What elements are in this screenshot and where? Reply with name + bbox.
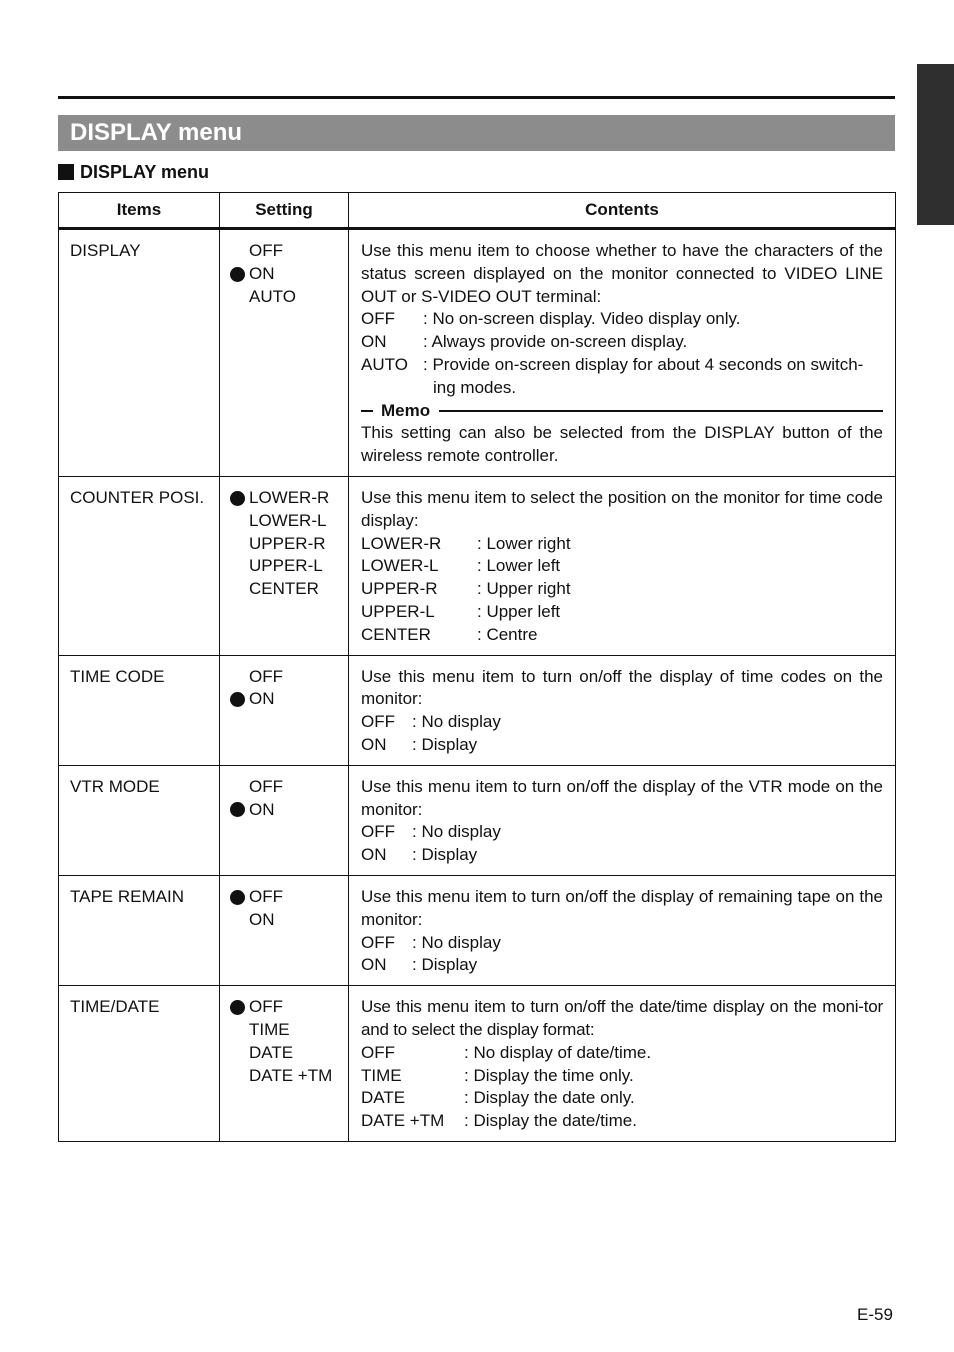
setting-option-label: TIME (249, 1019, 290, 1039)
memo-rule (439, 410, 883, 412)
definition-value-text: : No display (412, 822, 501, 842)
default-setting-bullet-icon (230, 692, 249, 707)
contents-cell (349, 655, 896, 765)
setting-option (230, 286, 344, 309)
definition-key: AUTO (361, 354, 408, 374)
definition-key: LOWER-L (361, 556, 439, 576)
contents-description: Use this menu item to turn on/off the display of remaining tape on the monitor: (361, 886, 883, 929)
table-header-row (59, 193, 896, 229)
section-title: DISPLAY menu (80, 162, 210, 182)
setting-option-label: OFF (249, 997, 283, 1017)
setting-option (230, 909, 344, 932)
setting-option-label: OFF (249, 241, 283, 260)
definition-line (361, 954, 883, 977)
menu-item-name: DISPLAY (59, 229, 220, 477)
setting-option-label: LOWER-R (249, 487, 330, 507)
definition-value (477, 624, 883, 647)
definition-value (477, 533, 883, 556)
table-row (59, 875, 896, 985)
definition-line (361, 821, 883, 844)
definition-line (361, 1065, 883, 1088)
definition-value (412, 844, 883, 867)
setting-option-label: OFF (249, 666, 283, 686)
definition-value-text: : No display (412, 932, 501, 952)
definition-key: UPPER-R (361, 579, 438, 599)
memo-dash-icon (361, 410, 373, 412)
top-rule (58, 96, 895, 99)
menu-item-name: TIME CODE (59, 655, 220, 765)
definition-value (477, 578, 883, 601)
setting-options (220, 765, 349, 875)
setting-option (230, 1065, 344, 1088)
definition-value (477, 601, 883, 624)
default-setting-bullet-icon (230, 267, 249, 282)
definition-value-text: : Lower left (477, 556, 561, 576)
definition-line (361, 331, 883, 354)
definition-key: ON (361, 734, 387, 754)
definition-line (361, 624, 883, 647)
definition-value-text: : Provide on-screen display for about 4 seconds on switch- (423, 354, 864, 374)
definition-value (464, 1087, 883, 1110)
definition-line (361, 601, 883, 624)
definition-key: UPPER-L (361, 601, 435, 621)
contents-description: Use this menu item to turn on/off the display of time codes on the monitor: (361, 666, 883, 709)
definition-value (464, 1042, 883, 1065)
setting-option (230, 533, 344, 556)
definition-key: ON (361, 332, 387, 352)
definition-line (361, 711, 883, 734)
setting-option-label: AUTO (249, 286, 296, 306)
setting-option-label: OFF (249, 886, 283, 906)
definition-line (361, 308, 883, 331)
definition-line (361, 1110, 883, 1133)
setting-options (220, 229, 349, 477)
definition-value (423, 354, 883, 400)
column-header-setting: Setting (220, 193, 349, 229)
contents-description: Use this menu item to choose whether to have the characters of the status screen displayed on the monitor connected to VIDEO LINE OUT or S-VIDEO OUT terminal: (361, 241, 883, 306)
definition-value-continuation: ing modes. (433, 377, 517, 397)
table-row (59, 986, 896, 1142)
definition-value-text: : Centre (477, 624, 538, 644)
setting-option (230, 886, 344, 909)
setting-option-label: DATE +TM (249, 1065, 333, 1085)
memo-text: This setting can also be selected from the DISPLAY button of the wireless remote controller. (361, 423, 883, 466)
setting-option (230, 263, 344, 286)
default-setting-bullet-icon (230, 491, 249, 506)
definition-value-text: : Upper right (477, 579, 571, 599)
definition-value (423, 308, 883, 331)
setting-options (220, 875, 349, 985)
column-header-items: Items (59, 193, 220, 229)
definition-value-text: : No display (412, 712, 501, 732)
setting-option-label: ON (249, 799, 275, 819)
column-header-contents: Contents (349, 193, 896, 229)
definition-key: CENTER (361, 624, 431, 644)
setting-option (230, 776, 344, 799)
definition-value-text: : Upper left (477, 601, 561, 621)
default-setting-bullet-icon (230, 802, 249, 817)
contents-description: Use this menu item to turn on/off the date/time display on the moni-tor and to select the display format: (361, 997, 883, 1039)
setting-option-label: LOWER-L (249, 510, 327, 530)
definition-value-text: : No display of date/time. (464, 1042, 652, 1062)
definition-line (361, 533, 883, 556)
setting-option (230, 578, 344, 601)
table-row (59, 765, 896, 875)
definition-value-text: : Display (412, 845, 478, 865)
definition-line (361, 932, 883, 955)
definition-value-text: : No on-screen display. Video display only. (423, 309, 741, 329)
setting-option-label: UPPER-R (249, 533, 326, 553)
definition-line (361, 555, 883, 578)
setting-option-label: OFF (249, 776, 283, 796)
display-menu-table (58, 192, 896, 1142)
definition-key: LOWER-R (361, 533, 442, 553)
setting-option (230, 555, 344, 578)
memo-header (361, 400, 883, 423)
table-row (59, 476, 896, 655)
definition-value (412, 932, 883, 955)
definition-value-text: : Display the date only. (464, 1088, 635, 1108)
menu-item-name: VTR MODE (59, 765, 220, 875)
definition-key: DATE (361, 1088, 406, 1108)
definition-key: DATE +TM (361, 1111, 445, 1131)
setting-options (220, 655, 349, 765)
setting-option (230, 799, 344, 822)
setting-option-label: ON (249, 263, 275, 283)
definition-value-text: : Display (412, 955, 478, 975)
setting-option-label: ON (249, 689, 275, 709)
default-setting-bullet-icon (230, 1000, 249, 1015)
definition-value-text: : Display the time only. (464, 1065, 634, 1085)
definition-value (412, 711, 883, 734)
definition-line (361, 1087, 883, 1110)
setting-options (220, 986, 349, 1142)
definition-key: OFF (361, 309, 395, 329)
setting-option (230, 666, 344, 689)
definition-value-text: : Display (412, 734, 478, 754)
definition-line (361, 734, 883, 757)
definition-value (464, 1110, 883, 1133)
definition-value (412, 734, 883, 757)
setting-option (230, 1019, 344, 1042)
menu-item-name: COUNTER POSI. (59, 476, 220, 655)
contents-cell (349, 986, 896, 1142)
contents-cell (349, 765, 896, 875)
definition-key: OFF (361, 932, 395, 952)
definition-value-text: : Lower right (477, 533, 571, 553)
setting-option-label: CENTER (249, 579, 319, 599)
table-row (59, 229, 896, 477)
page-number: E-59 (857, 1305, 893, 1324)
contents-cell (349, 229, 896, 477)
setting-option-label: UPPER-L (249, 556, 323, 576)
default-setting-bullet-icon (230, 890, 249, 905)
definition-value (464, 1065, 883, 1088)
definition-value-text: : Always provide on-screen display. (423, 332, 688, 352)
setting-option (230, 996, 344, 1019)
definition-value-text: : Display the date/time. (464, 1111, 637, 1131)
section-heading (58, 160, 209, 184)
setting-option (230, 688, 344, 711)
setting-option-label: ON (249, 909, 275, 929)
setting-option (230, 510, 344, 533)
page-title: DISPLAY menu (58, 115, 895, 151)
definition-line (361, 1042, 883, 1065)
definition-key: TIME (361, 1065, 402, 1085)
contents-description: Use this menu item to turn on/off the display of the VTR mode on the monitor: (361, 776, 883, 819)
contents-cell (349, 875, 896, 985)
definition-key: OFF (361, 712, 395, 732)
definition-line (361, 844, 883, 867)
definition-key: OFF (361, 822, 395, 842)
definition-value (423, 331, 883, 354)
setting-options (220, 476, 349, 655)
setting-option (230, 1042, 344, 1065)
definition-value (477, 555, 883, 578)
memo-title: Memo (381, 400, 431, 420)
definition-value (412, 821, 883, 844)
menu-item-name: TIME/DATE (59, 986, 220, 1142)
setting-option (230, 487, 344, 510)
definition-key: ON (361, 845, 387, 865)
contents-description: Use this menu item to select the position on the monitor for time code display: (361, 487, 883, 530)
setting-option (230, 240, 344, 263)
definition-line (361, 578, 883, 601)
chapter-side-tab (917, 64, 954, 225)
table-row (59, 655, 896, 765)
square-bullet-icon (58, 164, 74, 180)
contents-cell (349, 476, 896, 655)
definition-key: OFF (361, 1042, 395, 1062)
menu-item-name: TAPE REMAIN (59, 875, 220, 985)
definition-value (412, 954, 883, 977)
setting-option-label: DATE (249, 1042, 294, 1062)
definition-line (361, 354, 883, 400)
definition-key: ON (361, 955, 387, 975)
